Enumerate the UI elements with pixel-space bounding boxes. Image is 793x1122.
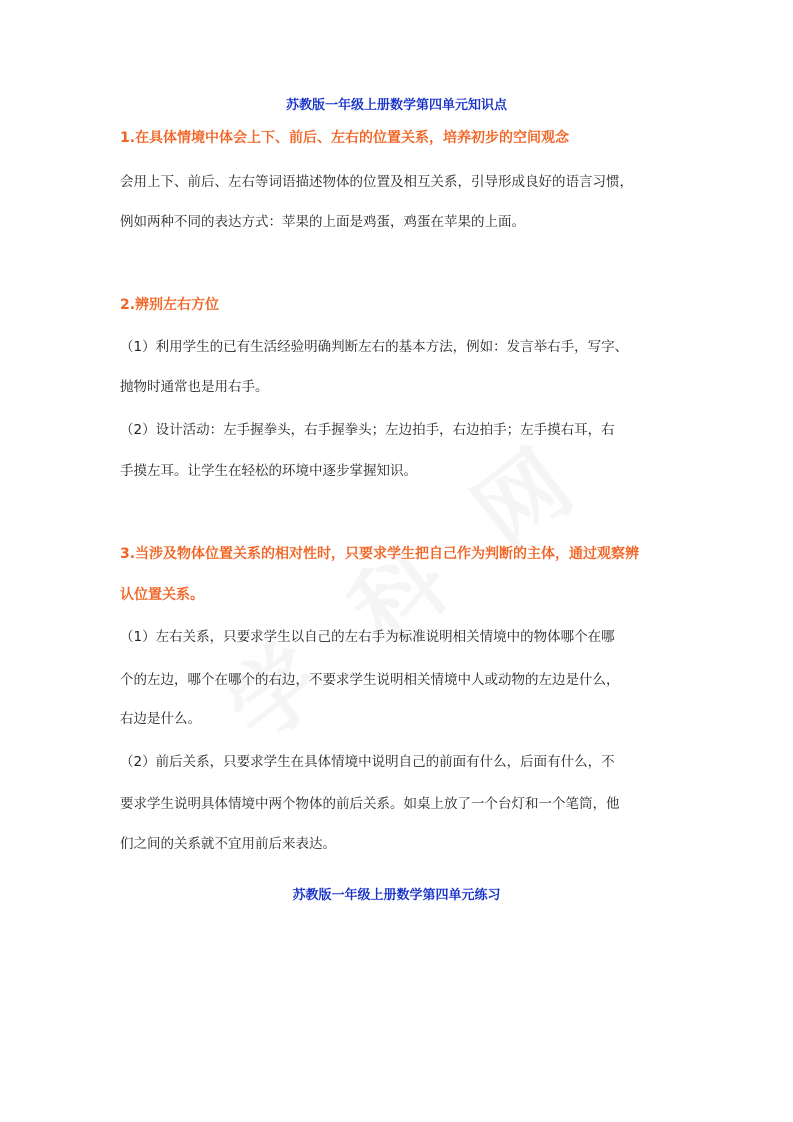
page-title: 苏教版一年级上册数学第四单元知识点	[285, 98, 507, 113]
section3-item1-line-3: 右边是什么。	[120, 711, 201, 727]
section2-item2-line-1: （2）设计活动：左手握拳头，右手握拳头；左边拍手，右边拍手；左手摸右耳，右	[120, 422, 615, 438]
section2-item1-line-2: 抛物时通常也是用右手。	[120, 379, 269, 395]
section2-heading: 2.辨别左右方位	[120, 297, 220, 313]
section2-item2-line-2: 手摸左耳。让学生在轻松的环境中逐步掌握知识。	[120, 463, 417, 479]
section3-heading-line-2: 认位置关系。	[120, 587, 204, 603]
section3-item2-line-3: 们之间的关系就不宜用前后来表达。	[120, 836, 336, 852]
section3-heading-line-1: 3.当涉及物体位置关系的相对性时，只要求学生把自己作为判断的主体，通过观察辨	[120, 546, 640, 562]
section3-item1-line-2: 个的左边，哪个在哪个的右边，不要求学生说明相关情境中人或动物的左边是什么，	[120, 672, 620, 688]
section3-item1-line-1: （1）左右关系，只要求学生以自己的左右手为标准说明相关情境中的物体哪个在哪	[120, 629, 615, 645]
section3-item2-line-1: （2）前后关系，只要求学生在具体情境中说明自己的前面有什么，后面有什么，不	[120, 754, 615, 770]
footer-title: 苏教版一年级上册数学第四单元练习	[292, 888, 501, 903]
section1-line-1: 会用上下、前后、左右等词语描述物体的位置及相互关系，引导形成良好的语言习惯，	[120, 174, 633, 190]
section2-item1-line-1: （1）利用学生的已有生活经验明确判断左右的基本方法，例如：发言举右手，写字、	[120, 339, 629, 355]
section3-item2-line-2: 要求学生说明具体情境中两个物体的前后关系。如桌上放了一个台灯和一个笔筒，他	[120, 796, 620, 812]
section1-line-2: 例如两种不同的表达方式：苹果的上面是鸡蛋，鸡蛋在苹果的上面。	[120, 214, 525, 230]
section1-heading: 1.在具体情境中体会上下、前后、左右的位置关系，培养初步的空间观念	[120, 130, 570, 146]
